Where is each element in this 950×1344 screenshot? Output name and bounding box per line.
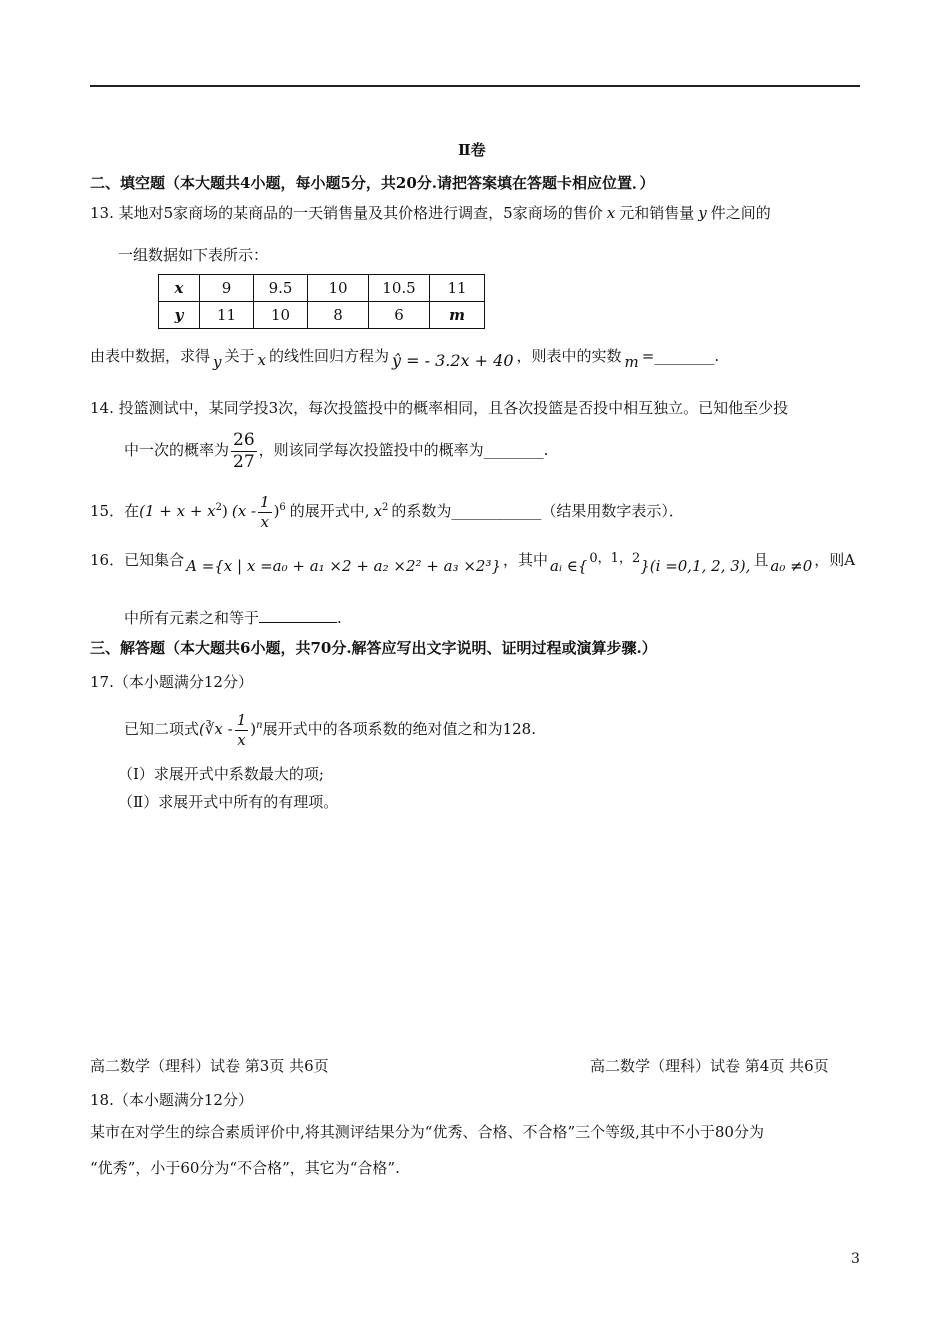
set-expression: A ={x | x =a₀ + a₁ ×2 + a₂ ×2² + a₃ ×2³} bbox=[186, 557, 501, 575]
q17-stem: 已知二项式(∛x - $\frac{1}{x}$ )$^n$展开式中的各项系数的绝对值之和为128. bbox=[124, 710, 536, 749]
footer-right: 高二数学（理科）试卷 第4页 共6页 bbox=[590, 1057, 829, 1075]
q16-line1: 16．已知集合 A ={x | x =a₀ + a₁ ×2 + a₂ ×2² + a₃ ×2³} ，其中 aᵢ ∈{ 0，1，2}(i =0,1, 2, 3), 且 a₀ ≠0 ，则A bbox=[90, 551, 856, 575]
q13-data-table bbox=[158, 274, 485, 329]
q15: 15．在$(1 + x + x^2)$ (x - $\frac{1}{x}$ )$^6$ 的展开式中, $x^2$ 的系数为____________（结果用数字表示）． bbox=[90, 492, 684, 531]
table-cell: m bbox=[430, 302, 485, 329]
answer-blank bbox=[259, 622, 337, 623]
q13-line3: 由表中数据，求得 y 关于 x 的线性回归方程为 ŷ = - 3.2x + 40 ，则表中的实数 m =________. bbox=[90, 347, 720, 371]
table-cell: 9 bbox=[200, 275, 254, 302]
table-head-y: y bbox=[159, 302, 200, 329]
table-cell: 10.5 bbox=[369, 275, 430, 302]
q18-line2: “优秀”，小于60分为“不合格”，其它为“合格”. bbox=[90, 1159, 400, 1177]
table-head-x: x bbox=[159, 275, 200, 302]
top-rule bbox=[90, 85, 860, 87]
q17-label: 17.（本小题满分12分） bbox=[90, 673, 253, 691]
fraction-26-27: $\frac{26}{27}$ bbox=[233, 429, 255, 472]
table-row bbox=[159, 275, 485, 302]
part2-heading: 二、填空题（本大题共4小题，每小题5分，共20分.请把答案填在答题卡相应位置．） bbox=[90, 174, 655, 192]
footer-left: 高二数学（理科）试卷 第3页 共6页 bbox=[90, 1057, 329, 1075]
page-number: 3 bbox=[851, 1251, 860, 1267]
q13-line1: 13. 某地对5家商场的某商品的一天销售量及其价格进行调查，5家商场的售价 x 元和销售量 y 件之间的 bbox=[90, 204, 771, 222]
q16-line2: 中所有元素之和等于 . bbox=[124, 609, 342, 627]
section-title: Ⅱ卷 bbox=[458, 141, 486, 159]
fraction-1-x: $\frac{1}{x}$ bbox=[260, 492, 270, 531]
q14-line1: 14. 投篮测试中，某同学投3次，每次投篮投中的概率相同，且各次投篮是否投中相互独立。已知他至少投 bbox=[90, 399, 789, 417]
table-cell: 11 bbox=[430, 275, 485, 302]
table-cell: 10 bbox=[308, 275, 369, 302]
table-cell: 9.5 bbox=[254, 275, 308, 302]
q18-line1: 某市在对学生的综合素质评价中,将其测评结果分为“优秀、合格、不合格”三个等级,其中不小于80分为 bbox=[90, 1123, 764, 1141]
q18-label: 18.（本小题满分12分） bbox=[90, 1091, 253, 1109]
regression-equation: ŷ = - 3.2x + 40 bbox=[392, 351, 514, 370]
q14-line2: 中一次的概率为 $\frac{26}{27}$ ，则该同学每次投篮投中的概率为________. bbox=[124, 429, 549, 472]
q17-sub1: （Ⅰ）求展开式中系数最大的项; bbox=[118, 765, 324, 783]
q13-line2: 一组数据如下表所示： bbox=[118, 246, 269, 264]
table-cell: 6 bbox=[369, 302, 430, 329]
table-cell: 10 bbox=[254, 302, 308, 329]
part3-heading: 三、解答题（本大题共6小题，共70分.解答应写出文字说明、证明过程或演算步骤.） bbox=[90, 639, 657, 657]
q17-sub2: （Ⅱ）求展开式中所有的有理项。 bbox=[118, 793, 339, 811]
table-cell: 11 bbox=[200, 302, 254, 329]
fraction-1-x: $\frac{1}{x}$ bbox=[236, 710, 247, 749]
table-row bbox=[159, 302, 485, 329]
table-cell: 8 bbox=[308, 302, 369, 329]
